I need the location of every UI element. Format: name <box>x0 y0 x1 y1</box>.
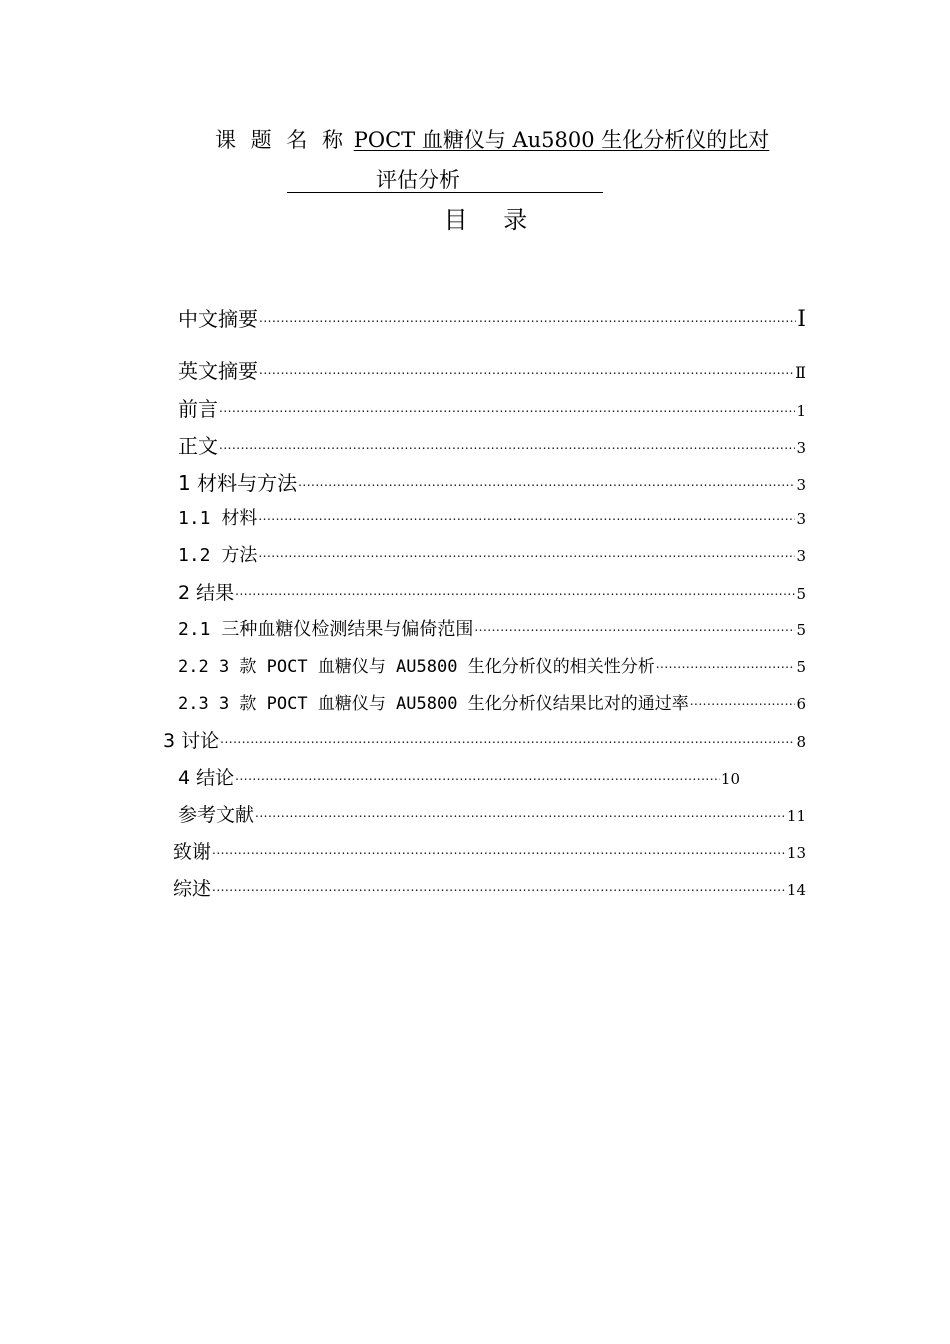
toc-page-number: 1 <box>796 402 806 420</box>
toc-leader-dots <box>259 358 794 378</box>
toc-page-number: 3 <box>796 476 806 494</box>
toc-entry[interactable] <box>178 393 806 422</box>
toc-entry[interactable] <box>178 763 740 790</box>
toc-entry[interactable] <box>178 355 806 384</box>
toc-leader-dots <box>235 580 795 599</box>
toc-leader-dots <box>298 470 795 490</box>
toc-entry-label: 2.1 三种血糖仪检测结果与偏倚范围 <box>178 619 474 640</box>
toc-entry-label: 参考文献 <box>178 804 255 826</box>
toc-entry[interactable] <box>178 467 806 496</box>
toc-leader-dots <box>259 306 796 326</box>
title-text: POCT 血糖仪与 Au5800 生化分析仪的比对 <box>353 128 770 152</box>
toc-page-number: Ⅱ <box>795 363 806 382</box>
toc-entry[interactable] <box>178 689 806 714</box>
toc-page-number: 10 <box>720 770 740 788</box>
toc-entry[interactable] <box>178 541 806 567</box>
toc-entry[interactable] <box>178 430 806 459</box>
toc-entry-label: 前言 <box>178 397 218 421</box>
toc-entry-label: 1.1 材料 <box>178 508 258 529</box>
toc-entry[interactable] <box>178 578 806 605</box>
toc-page-number: 14 <box>786 881 806 899</box>
toc-entry-label: 2.3 3 款 POCT 血糖仪与 AU5800 生化分析仪结果比对的通过率 <box>178 694 689 714</box>
toc-entry-label: 中文摘要 <box>178 307 258 331</box>
toc-leader-dots <box>258 506 795 524</box>
toc-entry-label: 1.2 方法 <box>178 545 258 566</box>
toc-leader-dots <box>255 802 786 821</box>
toc-leader-dots <box>258 543 795 561</box>
toc-entry[interactable] <box>163 726 806 753</box>
toc-entry[interactable] <box>173 837 806 864</box>
toc-entry-label: 正文 <box>178 434 218 458</box>
toc-entry[interactable] <box>178 800 806 827</box>
toc-page-number: 3 <box>796 510 806 528</box>
title-text-continued: 评估分析 <box>376 168 460 192</box>
toc-entry-label: 英文摘要 <box>178 359 258 383</box>
title-prefix: 课 题 名 称 <box>215 128 348 152</box>
toc-entry-label: 3 讨论 <box>163 730 220 752</box>
toc-leader-dots <box>235 765 720 784</box>
toc-page-number: 8 <box>796 733 806 751</box>
toc-entry[interactable] <box>178 615 806 641</box>
toc-leader-dots <box>656 655 796 672</box>
toc-entry[interactable] <box>178 652 806 677</box>
toc-entry-label: 2 结果 <box>178 582 235 604</box>
toc-page-number: 3 <box>796 547 806 565</box>
toc-page-number: 6 <box>796 695 806 713</box>
toc-page-number: Ⅰ <box>797 307 806 332</box>
toc-entry-label: 1 材料与方法 <box>178 471 298 495</box>
toc-leader-dots <box>212 876 786 895</box>
toc-page-number: 5 <box>796 621 806 639</box>
toc-entry-label: 致谢 <box>173 841 212 863</box>
toc-leader-dots <box>212 839 786 858</box>
toc-leader-dots <box>219 396 795 416</box>
toc-entry-label: 2.2 3 款 POCT 血糖仪与 AU5800 生化分析仪的相关性分析 <box>178 657 655 677</box>
toc-page-number: 5 <box>796 658 806 676</box>
toc-heading: 目 录 <box>443 206 542 234</box>
toc-entry[interactable] <box>178 504 806 530</box>
toc-leader-dots <box>220 728 795 747</box>
toc-leader-dots <box>219 433 795 453</box>
toc-leader-dots <box>690 692 796 709</box>
toc-entry[interactable] <box>178 303 806 332</box>
toc-entry[interactable] <box>173 874 806 901</box>
toc-leader-dots <box>474 617 795 635</box>
toc-entry-label: 4 结论 <box>178 767 235 789</box>
toc-entry-label: 综述 <box>173 878 212 900</box>
toc-page-number: 5 <box>796 585 806 603</box>
toc-page-number: 13 <box>786 844 806 862</box>
toc-page-number: 3 <box>796 439 806 457</box>
toc-page-number: 11 <box>786 807 806 825</box>
